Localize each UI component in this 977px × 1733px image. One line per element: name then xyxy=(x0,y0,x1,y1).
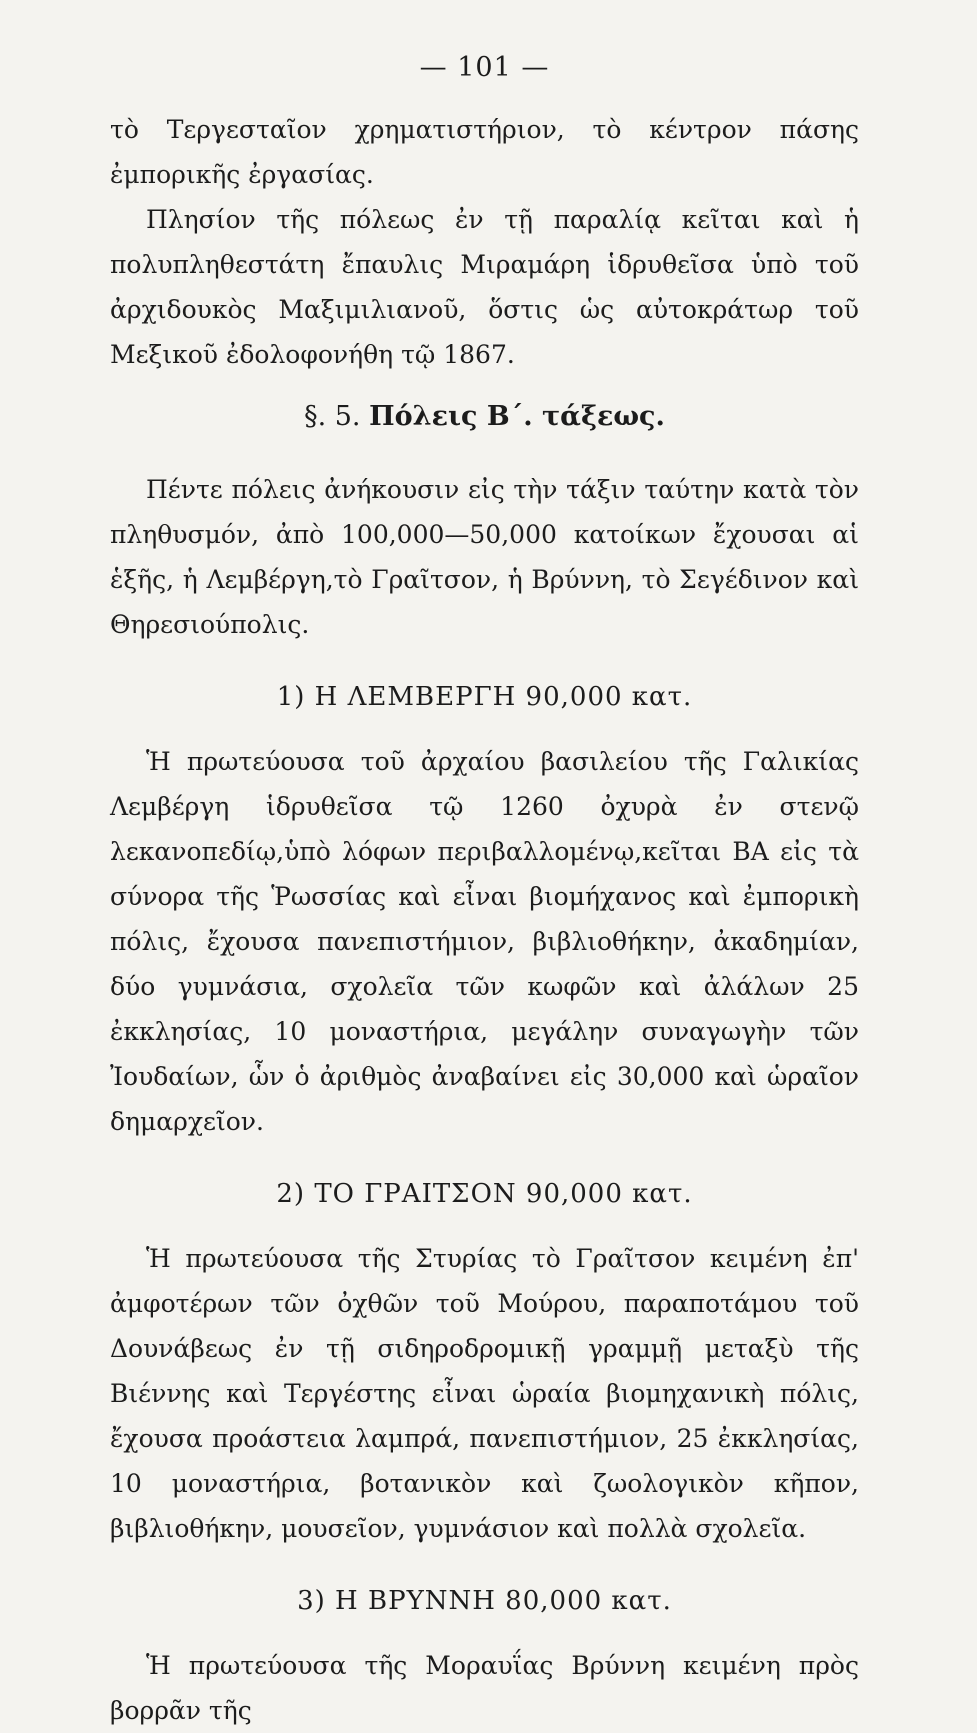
city-text-brunn: Ἡ πρωτεύουσα τῆς Μοραυΐας Βρύννη κειμένη πρὸς βορρᾶν τῆς xyxy=(110,1651,859,1725)
section-intro: Πέντε πόλεις ἀνήκουσιν εἰς τὴν τάξιν ταύτην κατὰ τὸν πληθυσμόν, ἀπὸ 100,000—50,000 κατοίκων ἔχουσαι αἱ ἑξῆς, ἡ Λεμβέργη,τὸ Γραῖτσον, ἡ Βρύννη, τὸ Σεγέδινον καὶ Θηρεσιούπολις. xyxy=(110,475,859,639)
city-text-lemberg: Ἡ πρωτεύουσα τοῦ ἀρχαίου βασιλείου τῆς Γαλικίας Λεμβέργη ἱδρυθεῖσα τῷ 1260 ὀχυρὰ ἐν στενῷ λεκανοπεδίῳ,ὑπὸ λόφων περιβαλλομένῳ,κεῖται ΒΑ εἰς τὰ σύνορα τῆς Ῥωσσίας καὶ εἶναι βιομήχανος καὶ ἐμπορικὴ πόλις, ἔχουσα πανεπιστήμιον, βιβλιοθήκην, ἀκαδημίαν, δύο γυμνάσια, σχολεῖα τῶν κωφῶν καὶ ἀλάλων 25 ἐκκλησίας, 10 μοναστήρια, μεγάλην συναγωγὴν τῶν Ἰουδαίων, ὧν ὁ ἀριθμὸς ἀναβαίνει εἰς 30,000 καὶ ὡραῖον δημαρχεῖον. xyxy=(110,747,859,1136)
page-number: — 101 — xyxy=(419,52,550,83)
section-title: Πόλεις Β΄. τάξεως. xyxy=(369,401,665,432)
city-heading-graz: 2) ΤΟ ΓΡΑΙΤΣΟΝ 90,000 κατ. xyxy=(276,1179,693,1209)
city-heading-brunn: 3) Η ΒΡΥΝΝΗ 80,000 κατ. xyxy=(297,1586,672,1616)
paragraph-continuation: τὸ Τεργεσταῖον χρηματιστήριον, τὸ κέντρον πάσης ἐμπορικῆς ἐργασίας. xyxy=(110,115,859,189)
section-number: §. 5. xyxy=(304,401,361,432)
paragraph-miramare: Πλησίον τῆς πόλεως ἐν τῇ παραλίᾳ κεῖται καὶ ἡ πολυπληθεστάτη ἔπαυλις Μιραμάρη ἱδρυθεῖσα ὑπὸ τοῦ ἀρχιδουκὸς Μαξιμιλιανοῦ, ὅστις ὡς αὐτοκράτωρ τοῦ Μεξικοῦ ἐδολοφονήθη τῷ 1867. xyxy=(110,205,859,369)
city-heading-lemberg: 1) Η ΛΕΜΒΕΡΓΗ 90,000 κατ. xyxy=(276,682,693,712)
city-text-graz: Ἡ πρωτεύουσα τῆς Στυρίας τὸ Γραῖτσον κειμένη ἐπ' ἀμφοτέρων τῶν ὀχθῶν τοῦ Μούρου, παραποτάμου τοῦ Δουνάβεως ἐν τῇ σιδηροδρομικῇ γραμμῇ μεταξὺ τῆς Βιέννης καὶ Τεργέστης εἶναι ὡραία βιομηχανικὴ πόλις, ἔχουσα προάστεια λαμπρά, πανεπιστήμιον, 25 ἐκκλησίας, 10 μοναστήρια, βοτανικὸν καὶ ζωολογικὸν κῆπον, βιβλιοθήκην, μουσεῖον, γυμνάσιον καὶ πολλὰ σχολεῖα. xyxy=(110,1244,859,1543)
section-heading xyxy=(110,395,859,439)
